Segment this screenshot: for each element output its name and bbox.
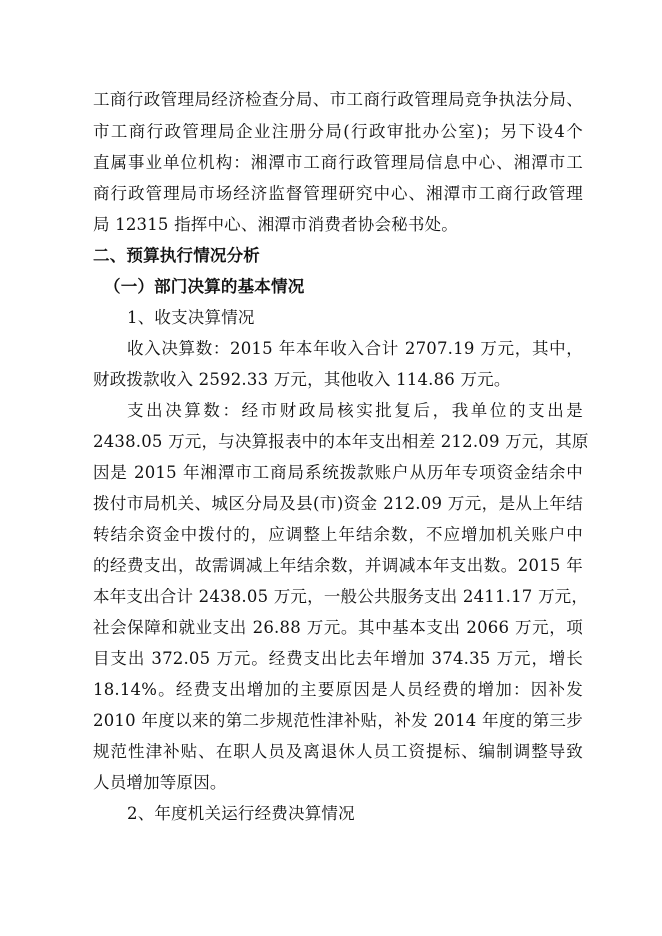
expense-paragraph-line-7: 本年支出合计 2438.05 万元，一般公共服务支出 2411.17 万元， bbox=[93, 587, 589, 606]
expense-paragraph-line-11: 2010 年度以来的第二步规范性津补贴，补发 2014 年度的第三步 bbox=[93, 711, 583, 730]
expense-paragraph-line-10: 18.14%。经费支出增加的主要原因是人员经费的增加：因补发 bbox=[93, 680, 583, 699]
income-paragraph-line-2: 财政拨款收入 2592.33 万元，其他收入 114.86 万元。 bbox=[93, 370, 511, 389]
expense-paragraph-line-9: 目支出 372.05 万元。经费支出比去年增加 374.35 万元，增长 bbox=[93, 649, 583, 668]
expense-paragraph-line-13: 人员增加等原因。 bbox=[93, 773, 227, 792]
expense-paragraph-line-12: 规范性津补贴、在职人员及离退休人员工资提标、编制调整导致 bbox=[93, 742, 583, 761]
income-paragraph-line-1: 收入决算数：2015 年本年收入合计 2707.19 万元，其中， bbox=[127, 339, 583, 358]
expense-paragraph-line-6: 的经费支出，故需调减上年结余数，并调减本年支出数。2015 年 bbox=[93, 556, 583, 575]
expense-paragraph-line-4: 拨付市局机关、城区分局及县(市)资金 212.09 万元，是从上年结 bbox=[93, 494, 583, 513]
section-heading: 二、预算执行情况分析 bbox=[93, 246, 260, 265]
expense-paragraph-line-8: 社会保障和就业支出 26.88 万元。其中基本支出 2066 万元，项 bbox=[93, 618, 583, 637]
subsection-heading: （一）部门决算的基本情况 bbox=[104, 277, 305, 296]
text-line-1: 工商行政管理局经济检查分局、市工商行政管理局竞争执法分局、 bbox=[93, 90, 583, 109]
expense-paragraph-line-5: 转结余资金中拨付的，应调整上年结余数，不应增加机关账户中 bbox=[93, 525, 583, 544]
item-heading-1: 1、收支决算情况 bbox=[127, 308, 255, 327]
text-line-4: 商行政管理局市场经济监督管理研究中心、湘潭市工商行政管理 bbox=[93, 184, 583, 203]
text-line-5: 局 12315 指挥中心、湘潭市消费者协会秘书处。 bbox=[93, 215, 458, 234]
item-heading-2: 2、年度机关运行经费决算情况 bbox=[127, 804, 355, 823]
expense-paragraph-line-2: 2438.05 万元，与决算报表中的本年支出相差 212.09 万元，其原 bbox=[93, 432, 589, 451]
expense-paragraph-line-3: 因是 2015 年湘潭市工商局系统拨款账户从历年专项资金结余中 bbox=[93, 463, 583, 482]
expense-paragraph-line-1: 支出决算数：经市财政局核实批复后，我单位的支出是 bbox=[127, 401, 583, 420]
text-line-2: 市工商行政管理局企业注册分局(行政审批办公室)；另下设4个 bbox=[93, 122, 583, 141]
text-line-3: 直属事业单位机构：湘潭市工商行政管理局信息中心、湘潭市工 bbox=[93, 153, 583, 172]
